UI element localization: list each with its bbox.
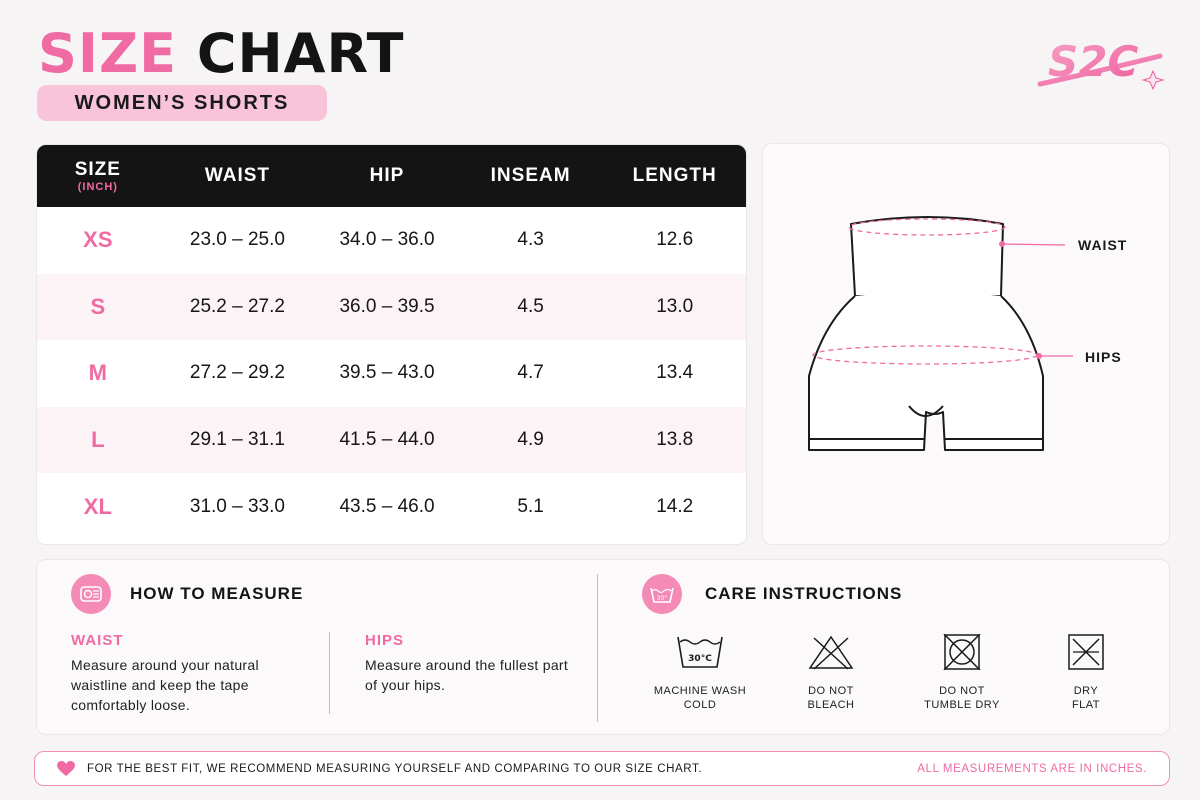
waist-cell: 29.1 – 31.1 — [189, 429, 285, 451]
wash-temp-label: 30°C — [688, 654, 712, 664]
waist-label: WAIST — [1078, 237, 1128, 253]
hip-cell: 34.0 – 36.0 — [339, 229, 435, 251]
care-item-no-bleach — [771, 634, 891, 712]
hip-cell: 36.0 – 39.5 — [339, 295, 435, 317]
hip-cell: 43.5 – 46.0 — [339, 495, 435, 517]
care-label-no-tumble-dry: DO NOT TUMBLE DRY — [924, 685, 1000, 711]
subtitle-badge — [37, 85, 327, 121]
dry-flat-icon — [1061, 634, 1111, 670]
how-to-measure-title: HOW TO MEASURE — [130, 584, 304, 603]
page-title — [38, 22, 404, 85]
hips-label: HIPS — [1085, 349, 1122, 365]
care-item-machine-wash — [640, 634, 760, 712]
measure-waist-heading: WAIST — [71, 632, 124, 649]
header-size-label: SIZE — [74, 158, 121, 180]
table-row — [37, 340, 746, 407]
size-cell: M — [88, 360, 107, 386]
header-size — [37, 160, 159, 193]
measuring-tape-icon — [71, 574, 111, 614]
length-cell: 14.2 — [656, 495, 694, 517]
header-length: LENGTH — [632, 165, 717, 186]
title-chart: CHART — [196, 22, 405, 85]
measure-waist-text: Measure around your natural waistline and keep the tape comfortably loose. — [71, 657, 259, 713]
hip-cell: 41.5 – 44.0 — [339, 429, 435, 451]
inseam-cell: 4.3 — [517, 229, 544, 251]
measure-hips-heading: HIPS — [365, 632, 405, 649]
care-label-no-bleach: DO NOT BLEACH — [807, 685, 855, 711]
inseam-cell: 4.5 — [517, 295, 544, 317]
header-inseam: INSEAM — [490, 165, 571, 186]
inseam-cell: 5.1 — [517, 495, 544, 517]
subtitle-text: WOMEN’S SHORTS — [74, 91, 290, 114]
waist-cell: 25.2 – 27.2 — [189, 295, 285, 317]
waist-cell: 27.2 – 29.2 — [189, 362, 285, 384]
size-cell: XL — [83, 493, 112, 519]
footer-units: ALL MEASUREMENTS ARE IN INCHES. — [917, 762, 1147, 775]
length-cell: 13.4 — [656, 362, 694, 384]
size-table — [36, 144, 747, 545]
length-cell: 13.0 — [656, 295, 694, 317]
info-card — [36, 559, 1170, 735]
no-bleach-icon — [806, 634, 856, 670]
measure-hips-text: Measure around the fullest part of your hips. — [365, 657, 569, 693]
table-header — [37, 145, 746, 207]
size-cell: S — [90, 293, 106, 319]
length-cell: 12.6 — [656, 229, 694, 251]
wash-tub-temp: 30° — [656, 595, 668, 602]
brand-logo — [1036, 32, 1168, 94]
machine-wash-icon — [675, 634, 725, 670]
footer-note: FOR THE BEST FIT, WE RECOMMEND MEASURING YOURSELF AND COMPARING TO OUR SIZE CHART. — [87, 762, 703, 775]
table-row — [37, 274, 746, 341]
table-row — [37, 473, 746, 540]
care-item-dry-flat — [1026, 634, 1146, 712]
measure-divider — [329, 632, 330, 714]
inseam-cell: 4.7 — [517, 362, 544, 384]
logo-text: S2C — [1048, 37, 1139, 86]
title-size: SIZE — [38, 22, 178, 85]
care-label-dry-flat: DRY FLAT — [1071, 685, 1101, 711]
header-waist: WAIST — [204, 165, 271, 186]
section-divider — [597, 574, 598, 722]
size-cell: XS — [83, 227, 113, 253]
size-cell: L — [91, 427, 105, 453]
care-title: CARE INSTRUCTIONS — [705, 584, 903, 603]
table-row — [37, 407, 746, 474]
footer-banner — [34, 751, 1170, 786]
waist-cell: 31.0 – 33.0 — [189, 495, 285, 517]
wash-tub-icon — [642, 574, 682, 614]
hip-cell: 39.5 – 43.0 — [339, 362, 435, 384]
inseam-cell: 4.9 — [517, 429, 544, 451]
shorts-diagram-card — [762, 143, 1170, 545]
care-item-no-tumble-dry — [902, 634, 1022, 712]
no-tumble-dry-icon — [937, 634, 987, 670]
heart-icon — [57, 761, 79, 777]
length-cell: 13.8 — [656, 429, 694, 451]
header-size-unit: (INCH) — [77, 180, 118, 193]
header-hip: HIP — [369, 165, 405, 186]
shorts-diagram — [763, 144, 1171, 546]
care-label-machine-wash: MACHINE WASH COLD — [653, 685, 747, 711]
table-body — [37, 207, 746, 540]
table-row — [37, 207, 746, 274]
waist-cell: 23.0 – 25.0 — [189, 229, 285, 251]
